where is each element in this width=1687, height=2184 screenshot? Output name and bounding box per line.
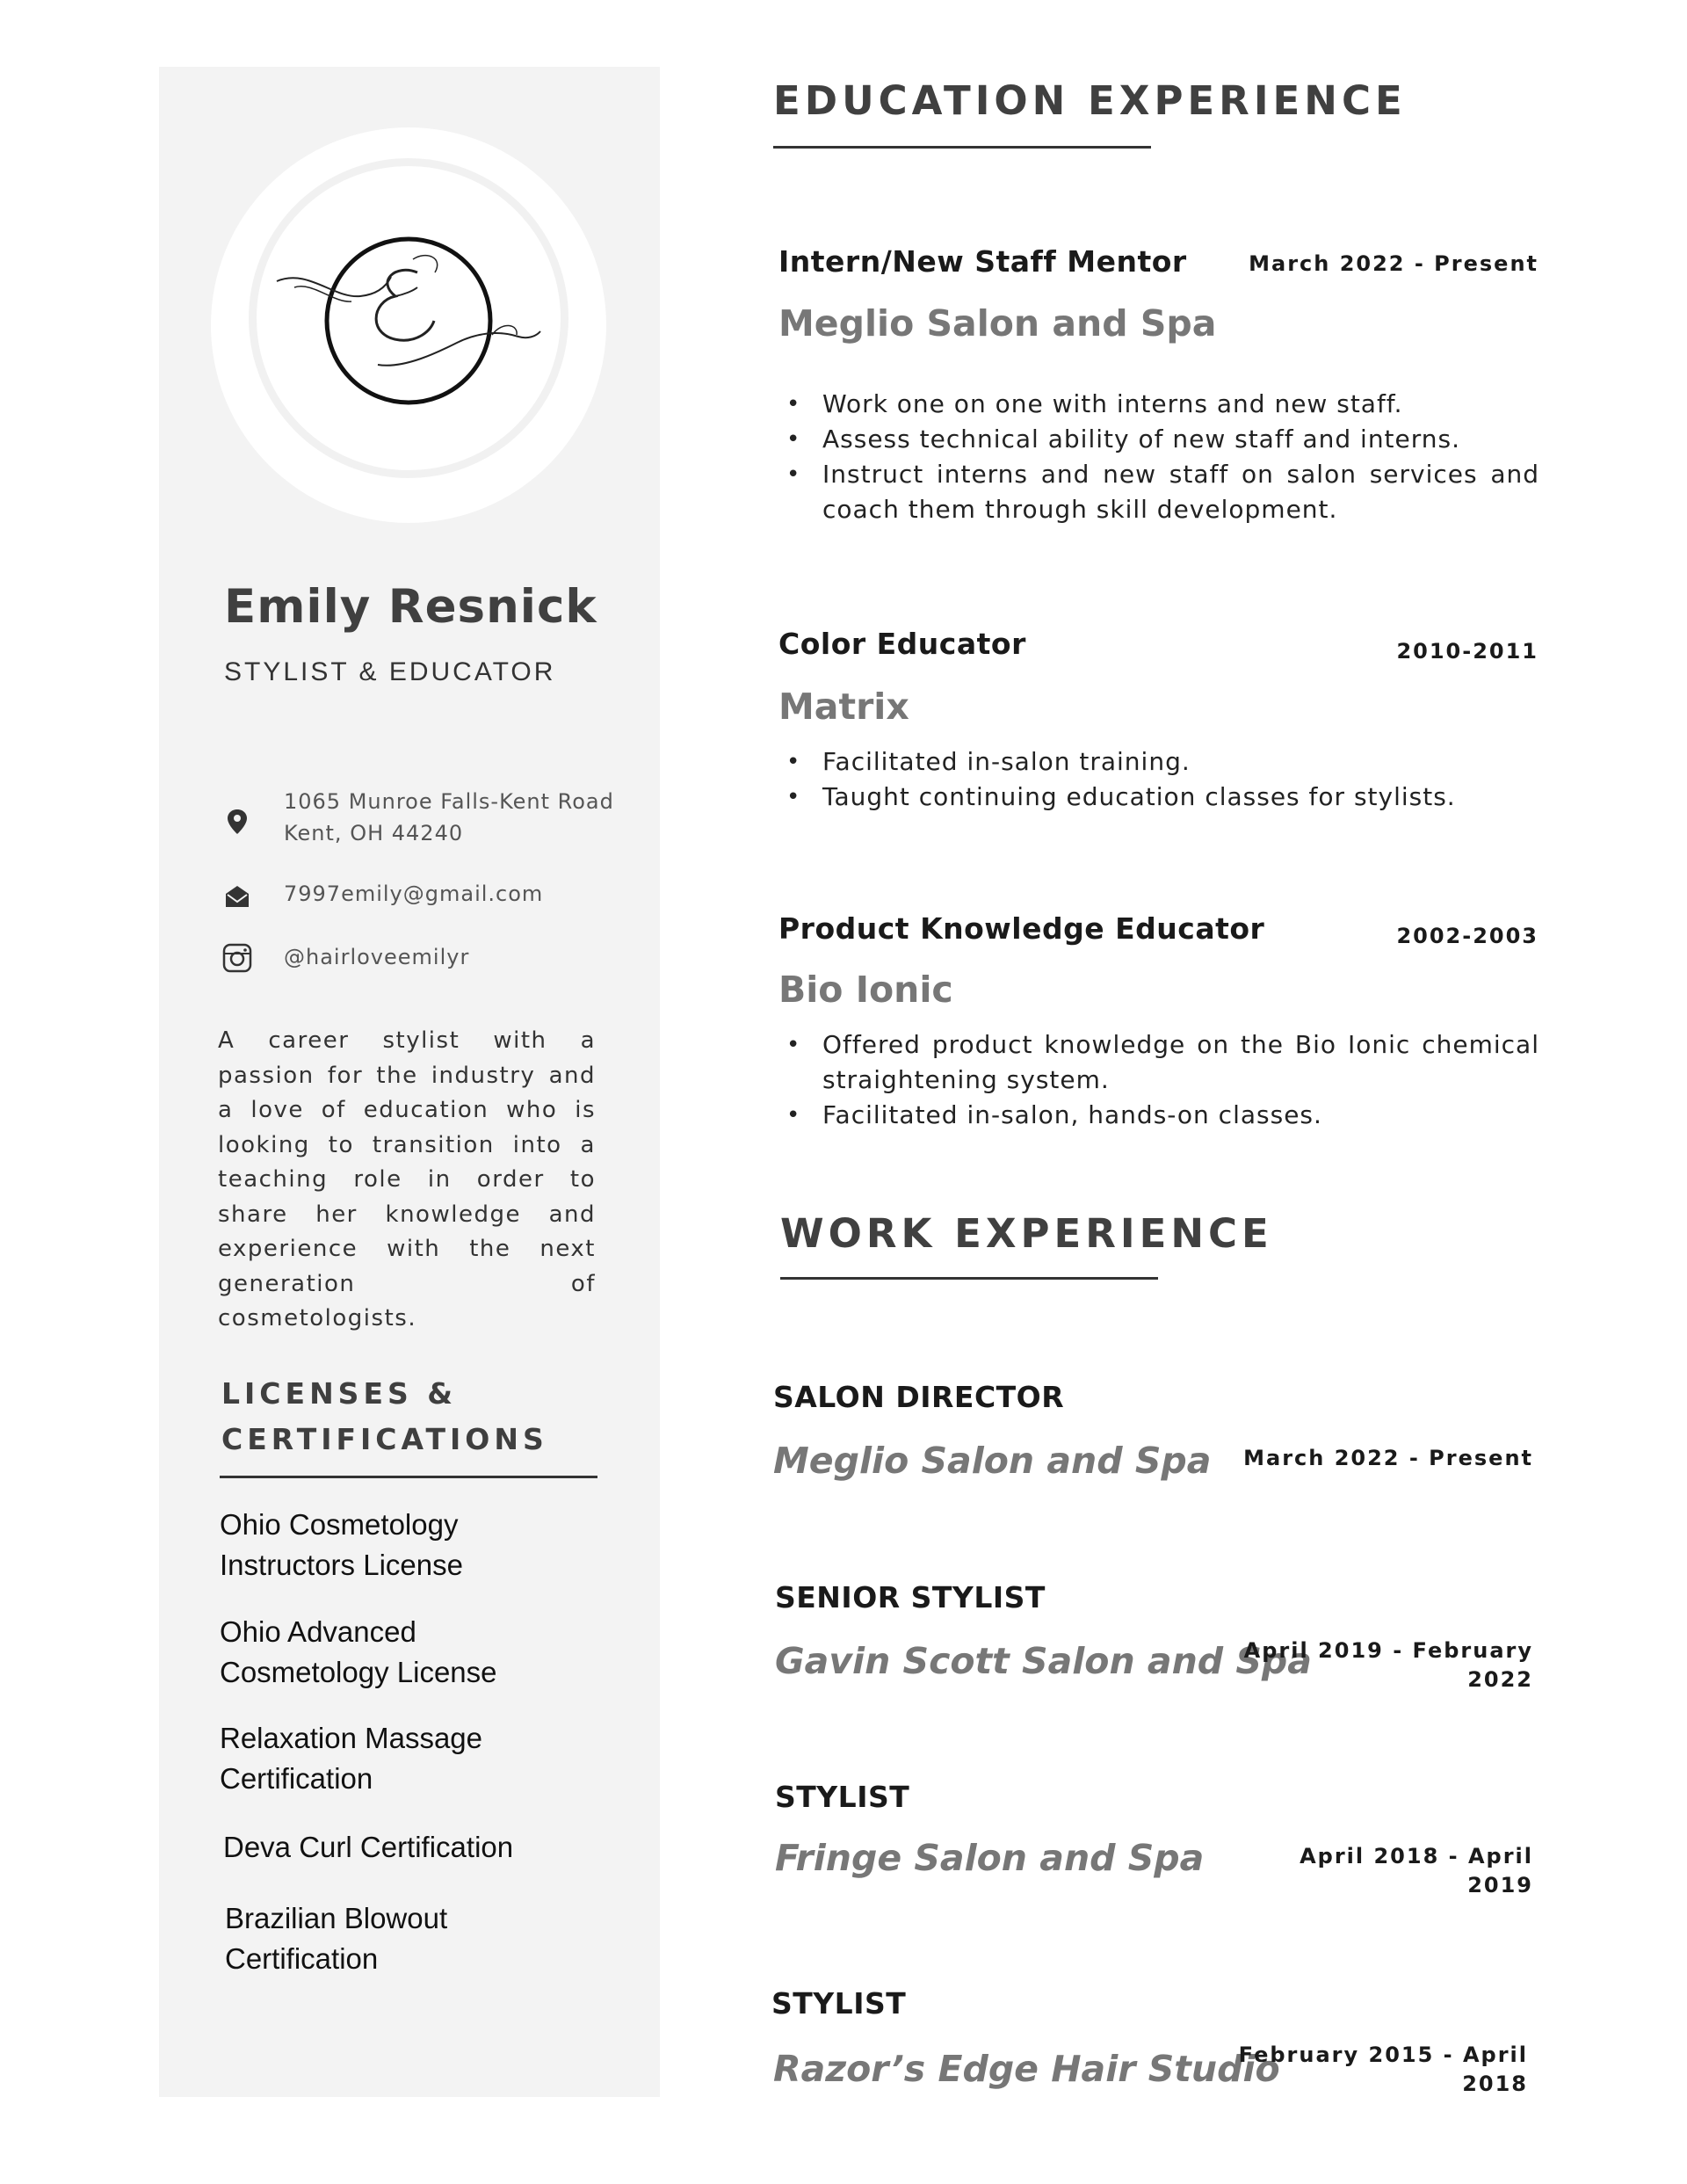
work-entry-org: Gavin Scott Salon and Spa bbox=[775, 1640, 1312, 1682]
education-entry-title: Product Knowledge Educator bbox=[778, 911, 1265, 946]
bullet-item: • Facilitated in-salon training. bbox=[778, 744, 1539, 780]
licenses-heading bbox=[221, 1371, 599, 1462]
email-link[interactable]: 7997emily@gmail.com bbox=[284, 882, 544, 906]
bullet-item: • Taught continuing education classes for stylists. bbox=[778, 780, 1539, 815]
address-line1: 1065 Munroe Falls-Kent Road bbox=[284, 789, 614, 814]
work-heading: WORK EXPERIENCE bbox=[780, 1210, 1273, 1257]
license-item-line2: Certification bbox=[225, 1942, 379, 1975]
license-item-line1: Brazilian Blowout bbox=[225, 1902, 448, 1934]
work-entry-org: Razor’s Edge Hair Studio bbox=[773, 2048, 1280, 2090]
work-entry-org: Fringe Salon and Spa bbox=[775, 1837, 1205, 1879]
education-entry-date: 2002-2003 bbox=[1396, 924, 1539, 948]
education-entry-title: Color Educator bbox=[778, 627, 1026, 661]
work-entry-date-line2: 2022 bbox=[1467, 1667, 1533, 1692]
work-entry-date-line1: March 2022 - Present bbox=[1243, 1446, 1533, 1470]
bullet-item: • Assess technical ability of new staff and interns. bbox=[778, 422, 1539, 457]
bullet-item: • Facilitated in-salon, hands-on classes. bbox=[778, 1098, 1539, 1133]
work-entry-date bbox=[1239, 2041, 1528, 2099]
work-entry-date-line1: February 2015 - April bbox=[1238, 2043, 1528, 2067]
licenses-heading-line2: CERTIFICATIONS bbox=[221, 1422, 548, 1456]
work-entry-date bbox=[1244, 1636, 1533, 1694]
education-heading: EDUCATION EXPERIENCE bbox=[773, 77, 1407, 124]
work-entry-title: STYLIST bbox=[775, 1780, 910, 1814]
work-entry-date-line1: April 2019 - February bbox=[1243, 1638, 1533, 1663]
license-item-line1: Ohio Advanced bbox=[220, 1615, 416, 1648]
instagram-icon bbox=[222, 943, 252, 973]
license-item-line1: Deva Curl Certification bbox=[223, 1831, 514, 1863]
work-entry-title: SENIOR STYLIST bbox=[775, 1580, 1046, 1614]
education-entry-title: Intern/New Staff Mentor bbox=[778, 244, 1187, 279]
monogram-e-logo-icon bbox=[272, 233, 545, 417]
work-entry-date bbox=[1243, 1444, 1533, 1473]
education-entry-org: Meglio Salon and Spa bbox=[778, 302, 1217, 345]
education-entry-date: March 2022 - Present bbox=[1249, 251, 1539, 276]
licenses-divider bbox=[220, 1476, 597, 1478]
address-line2: Kent, OH 44240 bbox=[284, 821, 464, 845]
summary-text: A career stylist with a passion for the industry and a love of education who is looking to transition into a teaching role in order to share her knowledge and experience with the next generation of cosmetologists. bbox=[218, 1027, 596, 1331]
work-entry-title: STYLIST bbox=[771, 1986, 907, 2021]
education-entry-bullets bbox=[778, 744, 1539, 815]
education-entry-bullets bbox=[778, 387, 1539, 527]
education-entry-bullets bbox=[778, 1027, 1539, 1133]
license-item bbox=[220, 1505, 463, 1585]
work-entry-title: SALON DIRECTOR bbox=[773, 1380, 1065, 1414]
licenses-heading-line1: LICENSES & bbox=[221, 1376, 458, 1411]
license-item-line1: Ohio Cosmetology bbox=[220, 1508, 459, 1541]
location-pin-icon bbox=[222, 807, 252, 837]
work-entry-org: Meglio Salon and Spa bbox=[773, 1440, 1212, 1482]
profile-name: Emily Resnick bbox=[224, 580, 597, 634]
license-item-line2: Certification bbox=[220, 1762, 373, 1795]
education-entry-date: 2010-2011 bbox=[1396, 639, 1539, 664]
license-item bbox=[223, 1827, 513, 1868]
license-item bbox=[225, 1898, 447, 1979]
work-entry-date-line2: 2018 bbox=[1462, 2072, 1528, 2096]
bullet-item: • Work one on one with interns and new staff. bbox=[778, 387, 1539, 422]
education-entry-org: Bio Ionic bbox=[778, 969, 953, 1011]
work-entry-date-line1: April 2018 - April bbox=[1300, 1844, 1533, 1868]
work-entry-date-line2: 2019 bbox=[1467, 1873, 1533, 1897]
work-entry-date bbox=[1300, 1842, 1533, 1900]
envelope-icon bbox=[222, 882, 252, 911]
bullet-item: • Instruct interns and new staff on salon services and coach them through skill development. bbox=[778, 457, 1539, 527]
work-divider bbox=[780, 1277, 1158, 1280]
license-item bbox=[220, 1718, 482, 1799]
bullet-item: • Offered product knowledge on the Bio Ionic chemical straightening system. bbox=[778, 1027, 1539, 1098]
license-item bbox=[220, 1612, 497, 1693]
license-item-line1: Relaxation Massage bbox=[220, 1722, 482, 1754]
education-divider bbox=[773, 146, 1151, 149]
education-entry-org: Matrix bbox=[778, 686, 909, 728]
license-item-line2: Cosmetology License bbox=[220, 1656, 497, 1688]
license-item-line2: Instructors License bbox=[220, 1549, 463, 1581]
profile-title: STYLIST & EDUCATOR bbox=[224, 657, 556, 686]
instagram-handle[interactable]: @hairloveemilyr bbox=[284, 945, 470, 969]
